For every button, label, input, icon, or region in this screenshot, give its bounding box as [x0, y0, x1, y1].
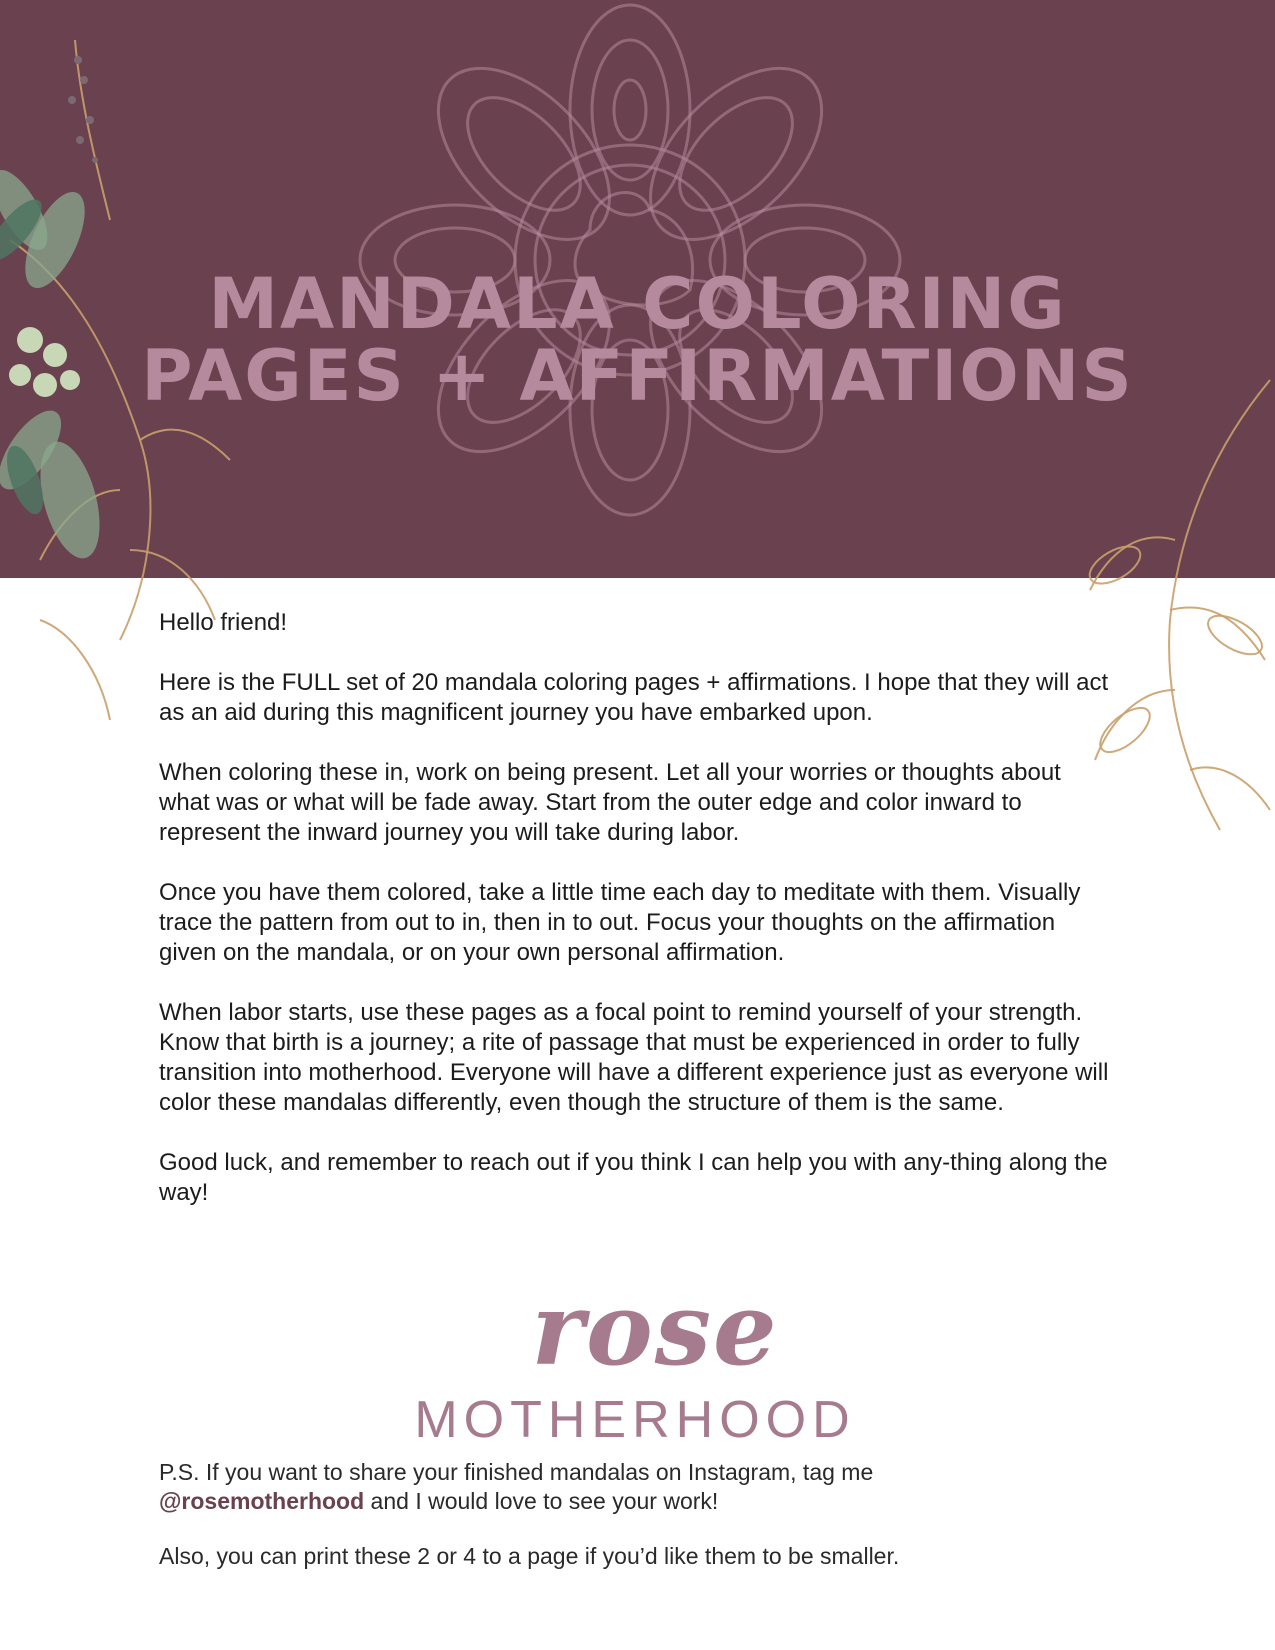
paragraph: Good luck, and remember to reach out if you think I can help you with any-thing along the way! [159, 1149, 1108, 1206]
ps-text: P.S. If you want to share your finished mandalas on Instagram, tag me [159, 1459, 874, 1485]
paragraph: When labor starts, use these pages as a focal point to remind yourself of your strength. Know that birth is a journey; a rite of passage that must be experienced in order to fully transition into motherhood. Everyone will have a different experience just as everyone will color these mandalas differently, even though the structure of them is the same. [159, 999, 1109, 1116]
paragraph: Once you have them colored, take a little time each day to meditate with them. Visually trace the pattern from out to in, then in to out. Focus your thoughts on the affirmation given on the mandala, or on your own personal affirmation. [159, 879, 1081, 966]
letter-body [159, 608, 1109, 1238]
paragraph: When coloring these in, work on being present. Let all your worries or thoughts about what was or what will be fade away. Start from the outer edge and color inward to represent the inward journey you will take during labor. [159, 759, 1061, 846]
ps-text-after: and I would love to see your work! [364, 1488, 719, 1514]
ps-instagram [159, 1458, 1109, 1516]
title-line-2: PAGES + AFFIRMATIONS [141, 335, 1134, 417]
logo-script: rose [531, 1270, 779, 1388]
logo-wordmark: MOTHERHOOD [414, 1391, 856, 1449]
ps-print-note: Also, you can print these 2 or 4 to a page if you’d like them to be smaller. [159, 1543, 900, 1569]
title-line-1: MANDALA COLORING [208, 263, 1067, 345]
greeting: Hello friend! [159, 609, 288, 636]
postscript [159, 1458, 1109, 1597]
instagram-handle[interactable]: @rosemotherhood [159, 1488, 365, 1514]
paragraph: Here is the FULL set of 20 mandala coloring pages + affirmations. I hope that they will act as an aid during this magnificent journey you have embarked upon. [159, 669, 1109, 726]
rose-motherhood-logo [385, 1270, 885, 1450]
